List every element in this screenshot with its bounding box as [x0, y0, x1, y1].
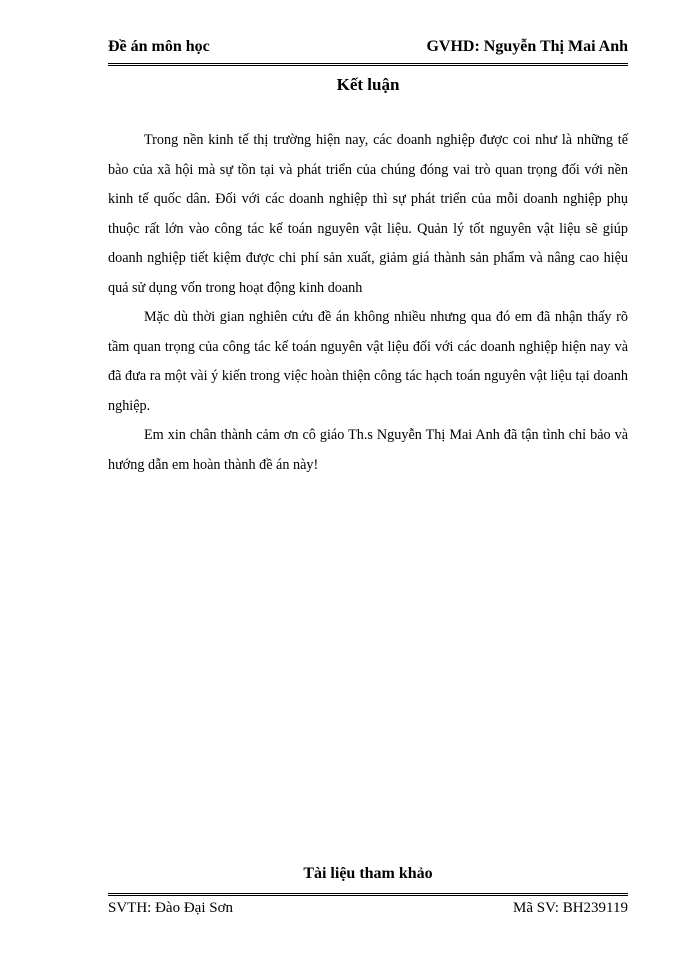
conclusion-body [108, 126, 628, 480]
footer-divider [108, 893, 628, 896]
header-course-label: Đề án môn học [108, 38, 210, 55]
paragraph: Trong nền kinh tế thị trường hiện nay, các doanh nghiệp được coi như là những tế bào của xã hội mà sự tồn tại và phát triển của chúng đóng vai trò quan trọng đối với nền kinh tế quốc dân. Đối với các doanh nghiệp thì sự phát triển của mỗi doanh nghiệp phụ thuộc rất lớn vào công tác kế toán nguyên vật liệu. Quản lý tốt nguyên vật liệu sẽ giúp doanh nghiệp tiết kiệm được chi phí sản xuất, giảm giá thành sản phẩm và nâng cao hiệu quả sử dụng vốn trong hoạt động kinh doanh [108, 132, 628, 296]
page-title: Kết luận [336, 75, 400, 94]
header-divider [108, 63, 628, 66]
references-heading: Tài liệu tham khảo [303, 865, 433, 882]
page-header [108, 38, 628, 62]
footer-student-id-label: Mã SV: BH239119 [512, 900, 628, 916]
header-supervisor-label: GVHD: Nguyễn Thị Mai Anh [426, 38, 628, 55]
page-footer [108, 900, 628, 922]
paragraph: Mặc dù thời gian nghiên cứu đề án không nhiều nhưng qua đó em đã nhận thấy rõ tầm quan trọng của công tác kế toán nguyên vật liệu đối với các doanh nghiệp hiện nay và đã đưa ra một vài ý kiến trong việc hoàn thiện công tác hạch toán nguyên vật liệu tại doanh nghiệp. [108, 309, 628, 414]
paragraph: Em xin chân thành cảm ơn cô giáo Th.s Nguyễn Thị Mai Anh đã tận tình chỉ bảo và hướng dẫn em hoàn thành đề án này! [108, 427, 628, 473]
footer-student-label: SVTH: Đào Đại Sơn [108, 900, 234, 916]
